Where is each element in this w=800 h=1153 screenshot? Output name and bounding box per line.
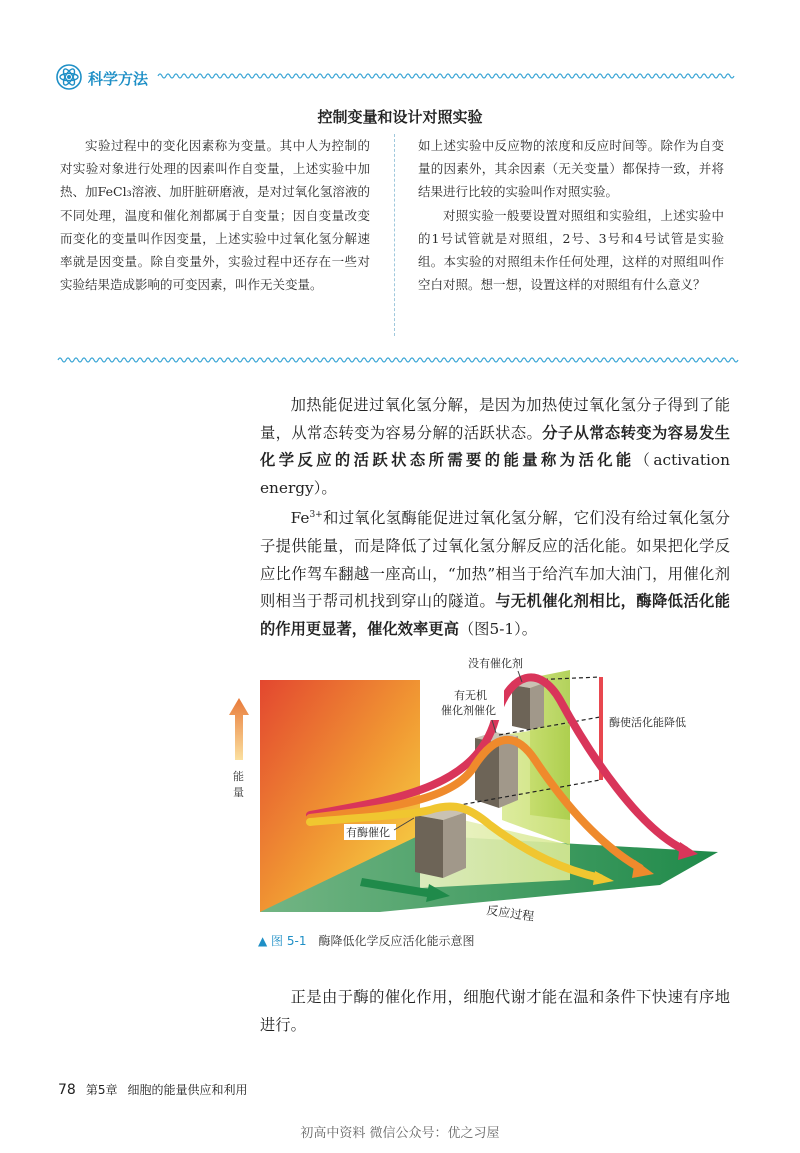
figure-number: ▲ 图 5-1 <box>258 934 307 948</box>
box-title: 控制变量和设计对照实验 <box>317 108 483 126</box>
label-inorganic-2: 催化剂催化 <box>441 704 496 717</box>
box-right-paragraph-1: 如上述实验中反应物的浓度和反应时间等。除作为自变量的因素外，其余因素（无关变量）都保持一致，并将结果进行比较的实验叫作对照实验。 <box>418 138 724 200</box>
p1-text: 加热能促进过氧化氢分解，是因为加热使过氧化氢分子得到了能量，从常态转变为容易分解的活跃状态。 <box>260 396 730 442</box>
box-right-paragraph-2: 对照实验一般要设置对照组和实验组，上述实验中的1号试管就是对照组，2号、3号和4号试管是实验组。本实验的对照组未作任何处理，这样的对照组叫作空白对照。想一想，设置这样的对照组有什么意义？ <box>418 207 724 293</box>
activation-energy-definition: 分子从常态转变为容易发生化学反应的活跃状态所需要的能量称为活化能 <box>260 423 730 470</box>
page-footer <box>58 1081 247 1098</box>
energy-label-2: 量 <box>233 786 244 799</box>
box-bottom-wavy-divider <box>58 356 738 364</box>
main-paragraph-3: 正是由于酶的催化作用，细胞代谢才能在温和条件下快速有序地进行。 <box>260 988 730 1034</box>
label-enzyme-lower: 酶使活化能降低 <box>609 716 686 729</box>
box-right-column <box>418 134 724 296</box>
p2-text: 和过氧化氢酶能促进过氧化氢分解，它们没有给过氧化氢分子提供能量，而是降低了过氧化氢分解反应的活化能。如果把化学反应比作驾车翻越一座高山，“加热”相当于给汽车加大油门，用催化剂则相当于帮司机找到穿山的隧道。 <box>260 509 730 611</box>
label-enzyme: 有酶催化 <box>346 826 390 839</box>
main-paragraph-2 <box>260 502 730 643</box>
pillar-enzyme <box>415 808 466 878</box>
figure-caption <box>258 932 474 949</box>
enzyme-efficiency-statement: 与无机催化剂相比，酶降低活化能的作用更显著，催化效率更高 <box>260 592 730 638</box>
section-label: 科学方法 <box>88 70 149 88</box>
atom-icon <box>56 64 82 90</box>
main-text <box>260 392 730 643</box>
header-wavy-divider <box>158 72 738 80</box>
figure-caption-text: 酶降低化学反应活化能示意图 <box>318 934 475 948</box>
p2-figure-ref: （图5-1）。 <box>458 619 538 638</box>
chapter-title: 细胞的能量供应和利用 <box>127 1083 248 1097</box>
fe-charge: 3+ <box>309 510 323 521</box>
chapter-number: 第5章 <box>85 1083 118 1097</box>
column-divider <box>394 134 395 336</box>
fe-symbol: Fe <box>290 509 310 528</box>
box-left-column <box>60 134 370 296</box>
box-left-paragraph: 实验过程中的变化因素称为变量。其中人为控制的对实验对象进行处理的因素叫作自变量，上述实验中加热、加FeCl₃溶液、加肝脏研磨液，是对过氧化氢溶液的不同处理，温度和催化剂都属于自变量；因自变量改变而变化的变量叫作因变量，上述实验中过氧化氢分解速率就是因变量。除自变量外，实验过程中还存在一些对实验结果造成影响的可变因素，叫作无关变量。 <box>60 138 370 293</box>
main-paragraph-1 <box>260 392 730 502</box>
label-no-catalyst: 没有催化剂 <box>468 657 523 670</box>
activation-energy-figure <box>233 640 740 930</box>
label-reaction-process: 反应过程 <box>485 903 536 924</box>
p1-term: （activation energy）。 <box>260 451 730 497</box>
watermark: 初高中资料 微信公众号：优之习屋 <box>300 1126 500 1141</box>
page-number: 78 <box>58 1082 76 1098</box>
energy-label-1: 能 <box>233 770 244 783</box>
section-header <box>56 62 756 98</box>
label-inorganic-1: 有无机 <box>454 689 487 702</box>
energy-axis-arrow <box>229 698 249 760</box>
main-text-closing <box>260 984 730 1039</box>
